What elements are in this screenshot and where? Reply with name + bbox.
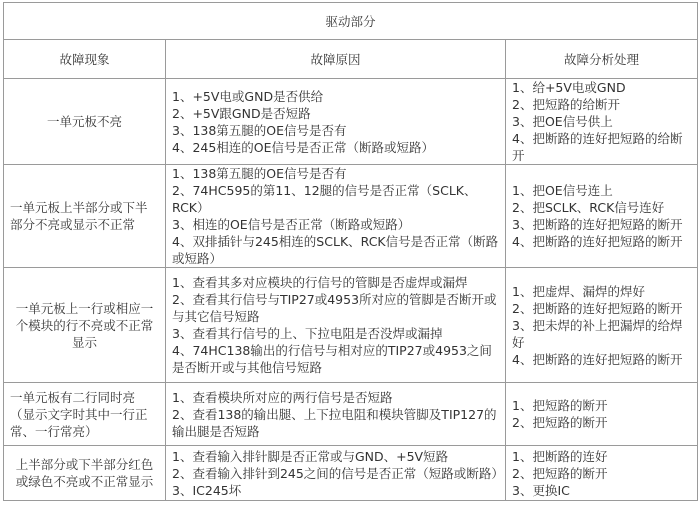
solution-item: 2、把短路的断开 <box>512 465 608 481</box>
symptom-cell: 上半部分或下半部分红色或绿色不亮或不正常显示 <box>4 446 166 501</box>
symptom-cell: 一单元板上半部分或下半部分不亮或显示不正常 <box>4 165 166 268</box>
cause-cell <box>166 383 506 446</box>
solution-item: 3、更换IC <box>512 482 570 498</box>
table-row <box>4 268 698 383</box>
solution-item: 3、把OE信号供上 <box>512 114 613 129</box>
cause-item: 1、查看模块所对应的两行信号是否短路 <box>172 389 393 405</box>
cause-cell <box>166 79 506 165</box>
solution-item: 1、给+5V电或GND <box>512 80 626 95</box>
fault-table <box>3 2 698 501</box>
solution-item: 2、把SCLK、RCK信号连好 <box>512 200 665 215</box>
cause-item: 4、74HC138输出的行信号与相对应的TIP27或4953之间是否断开或与其他信号短路 <box>172 343 492 375</box>
cause-item: 1、138第五腿的OE信号是否有 <box>172 166 347 181</box>
solution-item: 3、把未焊的补上把漏焊的给焊好 <box>512 317 683 350</box>
table-row <box>4 79 698 165</box>
solution-item: 1、把OE信号连上 <box>512 183 613 198</box>
table-row <box>4 446 698 501</box>
table-row <box>4 165 698 268</box>
table-row <box>4 383 698 446</box>
solution-item: 2、把断路的连好把短路的断开 <box>512 300 683 316</box>
cause-item: 2、查看138的输出腿、上下拉电阻和模块管脚及TIP127的输出腿是否短路 <box>172 406 497 439</box>
solution-cell <box>506 268 698 383</box>
solution-item: 1、把断路的连好 <box>512 448 608 464</box>
symptom-cell: 一单元板不亮 <box>4 79 166 165</box>
symptom-cell: 一单元板有二行同时亮（显示文字时其中一行正常、一行常亮） <box>4 383 166 446</box>
solution-cell <box>506 79 698 165</box>
cause-item: 2、查看其行信号与TIP27或4953所对应的管脚是否断开或与其它信号短路 <box>172 292 497 324</box>
cause-item: 3、IC245坏 <box>172 482 242 498</box>
cause-item: 4、双排插针与245相连的SCLK、RCK信号是否正常（断路或短路） <box>172 234 499 266</box>
solution-item: 4、把断路的连好把短路的断开 <box>512 234 683 249</box>
solution-item: 2、把短路的断开 <box>512 415 608 430</box>
cause-item: 1、+5V电或GND是否供给 <box>172 88 324 104</box>
cause-cell <box>166 268 506 383</box>
cause-cell <box>166 165 506 268</box>
symptom-cell: 一单元板上一行或相应一个模块的行不亮或不正常显示 <box>4 268 166 383</box>
solution-cell <box>506 165 698 268</box>
solution-item: 3、把断路的连好把短路的断开 <box>512 217 683 232</box>
cause-item: 4、245相连的OE信号是否正常（断路或短路） <box>172 139 435 155</box>
cause-cell <box>166 446 506 501</box>
cause-item: 1、查看其多对应模块的行信号的管脚是否虚焊或漏焊 <box>172 275 468 290</box>
cause-item: 3、138第五腿的OE信号是否有 <box>172 122 347 138</box>
solution-item: 1、把短路的断开 <box>512 398 608 413</box>
cause-item: 3、相连的OE信号是否正常（断路或短路） <box>172 217 411 232</box>
header-cause: 故障原因 <box>166 40 506 79</box>
cause-item: 3、查看其行信号的上、下拉电阻是否没焊或漏掉 <box>172 326 443 341</box>
header-row <box>4 40 698 79</box>
solution-item: 4、把断路的连好把短路的给断开 <box>512 131 683 163</box>
cause-item: 1、查看输入排针脚是否正常或与GND、+5V短路 <box>172 448 449 464</box>
solution-item: 4、把断路的连好把短路的断开 <box>512 351 683 367</box>
solution-cell <box>506 446 698 501</box>
cause-item: 2、查看输入排针到245之间的信号是否正常（短路或断路） <box>172 465 504 481</box>
solution-cell <box>506 383 698 446</box>
solution-item: 2、把短路的给断开 <box>512 97 620 112</box>
cause-item: 2、74HC595的第11、12腿的信号是否正常（SCLK、RCK） <box>172 183 477 215</box>
cause-item: 2、+5V跟GND是否短路 <box>172 105 311 121</box>
table-title: 驱动部分 <box>4 3 698 40</box>
solution-item: 1、把虚焊、漏焊的焊好 <box>512 283 645 299</box>
header-solution: 故障分析处理 <box>506 40 698 79</box>
header-symptom: 故障现象 <box>4 40 166 79</box>
